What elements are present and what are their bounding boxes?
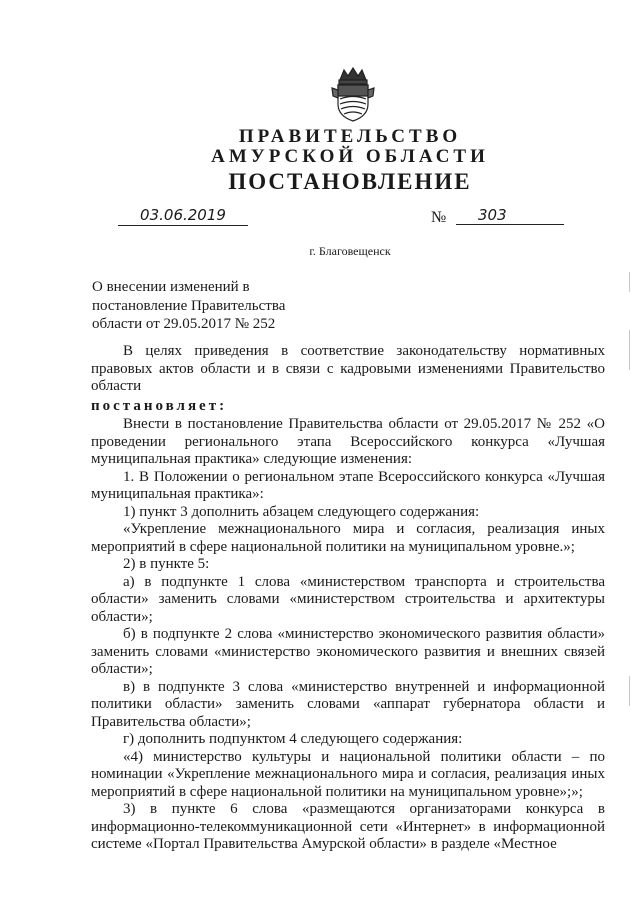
number-label: № [431,209,447,226]
scan-edge [629,330,630,370]
subject-line: О внесении изменений в [92,279,250,295]
paragraph: а) в подпункте 1 слова «министерством транспорта и строительства области» заменить словами «министерством строительства и архитектуры области»; [91,573,605,625]
subject-line: области от 29.05.2017 № 252 [92,316,276,332]
scan-edge [629,272,630,292]
document-type: ПОСТАНОВЛЕНИЕ [228,169,472,194]
paragraph: «Укрепление межнационального мира и согласия, реализация иных мероприятий в сфере национальной политики на муниципальном уровне.»; [91,521,605,555]
paragraph: 1) пункт 3 дополнить абзацем следующего содержания: [123,503,480,520]
paragraph: 1. В Положении о региональном этапе Всероссийского конкурса «Лучшая муниципальная практика»: [91,468,605,502]
org-name-line1: ПРАВИТЕЛЬСТВО [238,126,462,147]
org-name-line2: АМУРСКОЙ ОБЛАСТИ [211,146,489,167]
document-date: 03.06.2019 [118,206,248,226]
preamble: В целях приведения в соответствие законодательству нормативных правовых актов области и в связи с кадровыми изменениями Правительство области [91,343,605,394]
paragraph: в) в подпункте 3 слова «министерство внутренней и информационной политики области» заменить словами «аппарат губернатора области и Правительства области»; [91,678,605,730]
subject-line: постановление Правительства [92,297,286,314]
decree-word: постановляет: [91,397,228,414]
coat-of-arms-icon [330,66,376,124]
paragraph: б) в подпункте 2 слова «министерство экономического развития области» заменить словами «министерство экономического развития и внешних связей области»; [91,626,605,677]
document-subject [92,278,312,334]
paragraph: 2) в пункте 5: [123,556,210,572]
scan-edge [629,676,630,706]
paragraph: 3) в пункте 6 слова «размещаются организаторами конкурса в информационно-телекоммуникационной сети «Интернет» в информационной системе «Портал Правительства Амурской области» в разделе «Местное [91,801,605,852]
paragraph: Внести в постановление Правительства области от 29.05.2017 № 252 «О проведении регионального этапа Всероссийского конкурса «Лучшая муниципальная практика» следующие изменения: [91,416,605,467]
paragraph: «4) министерство культуры и национальной политики области – по номинации «Укрепление межнационального мира и согласия, реализация иных мероприятий в сфере национальной политики на муниципальном уровне»;»; [91,748,605,800]
document-number: 303 [456,206,564,225]
paragraph: г) дополнить подпунктом 4 следующего содержания: [123,731,463,747]
document-body [91,343,605,854]
city: г. Благовещенск [309,244,391,258]
